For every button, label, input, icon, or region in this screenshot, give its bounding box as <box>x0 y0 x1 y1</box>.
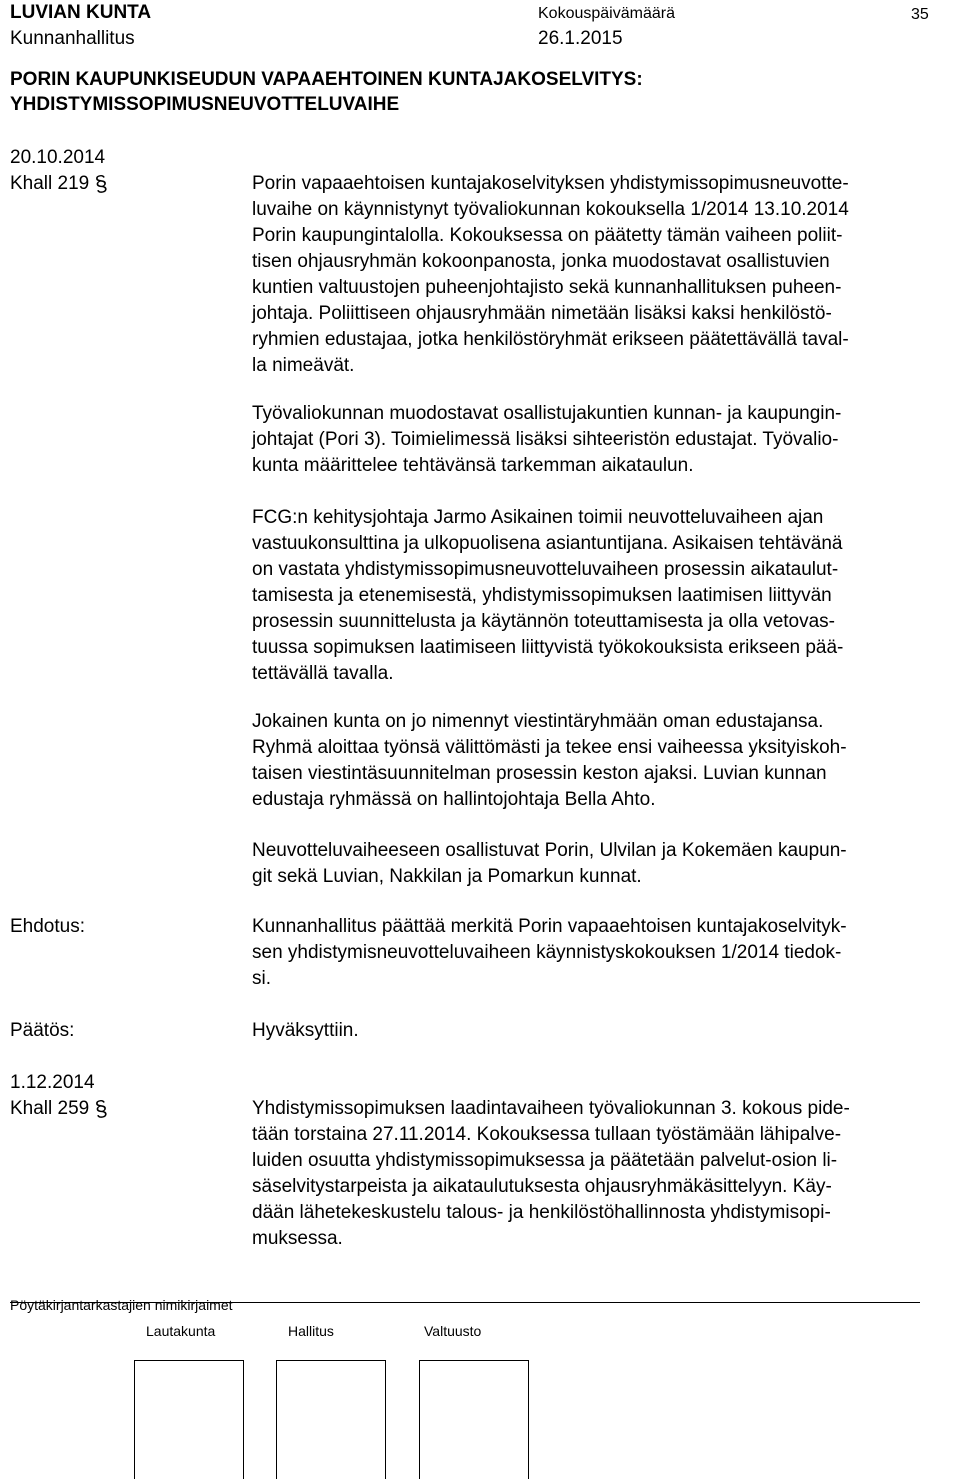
text-line: git sekä Luvian, Nakkilan ja Pomarkun kunnat. <box>252 866 642 887</box>
text-line: Hyväksyttiin. <box>252 1020 359 1041</box>
text-line: Työvaliokunnan muodostavat osallistujakuntien kunnan- ja kaupungin- <box>252 403 842 424</box>
section1-paragraph-3 <box>252 505 952 687</box>
signature-col-lautakunta: Lautakunta <box>146 1323 216 1339</box>
section1-ref <box>10 170 110 197</box>
decision-label: Päätös: <box>10 1020 75 1041</box>
signature-col-hallitus: Hallitus <box>288 1323 334 1339</box>
text-line: tisen ohjausryhmän kokoonpanosta, jonka muodostavat osallistuvien <box>252 251 830 272</box>
section1-ref-text: Khall 219 <box>10 173 90 194</box>
meeting-date: 26.1.2015 <box>538 28 623 49</box>
text-line: Porin kaupungintalolla. Kokouksessa on päätetty tämän vaiheen poliit- <box>252 225 843 246</box>
text-line: on vastata yhdistymissopimusneuvotteluvaiheen prosessin aikataulut- <box>252 559 839 580</box>
text-line: tuussa sopimuksen laatimiseen liittyvistä työkokouksista erikseen pää- <box>252 637 844 658</box>
signature-box-hallitus <box>276 1360 386 1479</box>
text-line: tään torstaina 27.11.2014. Kokouksessa tullaan työstämään lähipalve- <box>252 1124 842 1145</box>
text-line: la nimeävät. <box>252 355 355 376</box>
signature-box-lautakunta <box>134 1360 244 1479</box>
text-line: taisen viestintäsuunnitelman prosessin keston ajaksi. Luvian kunnan <box>252 763 827 784</box>
proposal-label: Ehdotus: <box>10 916 85 937</box>
section1-paragraph-1 <box>252 171 952 379</box>
date-label: Kokouspäivämäärä <box>538 5 675 22</box>
text-line: säselvitystarpeista ja aikataulutuksesta ohjausryhmäkäsittelyyn. Käy- <box>252 1176 832 1197</box>
text-line: si. <box>252 968 271 989</box>
decision-text <box>252 1018 952 1044</box>
section1-paragraph-4 <box>252 709 952 813</box>
proposal-text <box>252 914 952 992</box>
agenda-title-line2: YHDISTYMISSOPIMUSNEUVOTTELUVAIHE <box>10 94 400 115</box>
section-mark-icon: § <box>93 1095 110 1122</box>
section2-ref-text: Khall 259 <box>10 1098 90 1119</box>
section1-date: 20.10.2014 <box>10 147 106 168</box>
text-line: Jokainen kunta on jo nimennyt viestintäryhmään oman edustajansa. <box>252 711 824 732</box>
text-line: luvaihe on käynnistynyt työvaliokunnan kokouksella 1/2014 13.10.2014 <box>252 199 849 220</box>
text-line: vastuukonsulttina ja ulkopuolisena asiantuntijana. Asikaisen tehtävänä <box>252 533 843 554</box>
section2-ref <box>10 1095 110 1122</box>
text-line: dään lähetekeskustelu talous- ja henkilöstöhallinnosta yhdistymisopi- <box>252 1202 831 1223</box>
text-line: kuntien valtuustojen puheenjohtajisto sekä kunnanhallituksen puheen- <box>252 277 842 298</box>
section1-paragraph-2 <box>252 401 952 479</box>
section2-date: 1.12.2014 <box>10 1072 95 1093</box>
section-mark-icon: § <box>93 170 110 197</box>
section2-paragraph <box>252 1096 952 1252</box>
text-line: muksessa. <box>252 1228 343 1249</box>
signatures-label: Pöytäkirjantarkastajien nimikirjaimet <box>10 1297 233 1313</box>
text-line: prosessin suunnittelusta ja käytännön toteuttamisesta ja olla vetovas- <box>252 611 835 632</box>
text-line: johtaja. Poliittiseen ohjausryhmään nimetään lisäksi kaksi henkilöstö- <box>252 303 832 324</box>
text-line: luiden osuutta yhdistymissopimuksessa ja päätetään palvelut-osion li- <box>252 1150 838 1171</box>
text-line: tettävällä tavalla. <box>252 663 394 684</box>
text-line: Porin vapaaehtoisen kuntajakoselvityksen yhdistymissopimusneuvotte- <box>252 173 849 194</box>
signature-box-valtuusto <box>419 1360 529 1479</box>
agenda-title-line1: PORIN KAUPUNKISEUDUN VAPAAEHTOINEN KUNTAJAKOSELVITYS: <box>10 69 643 90</box>
text-line: Neuvotteluvaiheeseen osallistuvat Porin, Ulvilan ja Kokemäen kaupun- <box>252 840 847 861</box>
municipality-name: LUVIAN KUNTA <box>10 2 152 23</box>
page-number: 35 <box>911 6 929 23</box>
text-line: FCG:n kehitysjohtaja Jarmo Asikainen toimii neuvotteluvaiheen ajan <box>252 507 824 528</box>
text-line: Ryhmä aloittaa työnsä välittömästi ja tekee ensi vaiheessa yksityiskoh- <box>252 737 847 758</box>
text-line: kunta määrittelee tehtävänsä tarkemman aikataulun. <box>252 455 694 476</box>
text-line: tamisesta ja etenemisestä, yhdistymissopimuksen laatimisen liittyvän <box>252 585 832 606</box>
text-line: ryhmien edustajaa, jotka henkilöstöryhmät erikseen päätettävällä taval- <box>252 329 849 350</box>
text-line: johtajat (Pori 3). Toimielimessä lisäksi sihteeristön edustajat. Työvalio- <box>252 429 839 450</box>
body-name: Kunnanhallitus <box>10 28 135 49</box>
signature-col-valtuusto: Valtuusto <box>424 1323 482 1339</box>
text-line: sen yhdistymisneuvotteluvaiheen käynnistyskokouksen 1/2014 tiedok- <box>252 942 842 963</box>
text-line: Kunnanhallitus päättää merkitä Porin vapaaehtoisen kuntajakoselvityk- <box>252 916 847 937</box>
text-line: edustaja ryhmässä on hallintojohtaja Bella Ahto. <box>252 789 656 810</box>
text-line: Yhdistymissopimuksen laadintavaiheen työvaliokunnan 3. kokous pide- <box>252 1098 850 1119</box>
section1-paragraph-5 <box>252 838 952 890</box>
